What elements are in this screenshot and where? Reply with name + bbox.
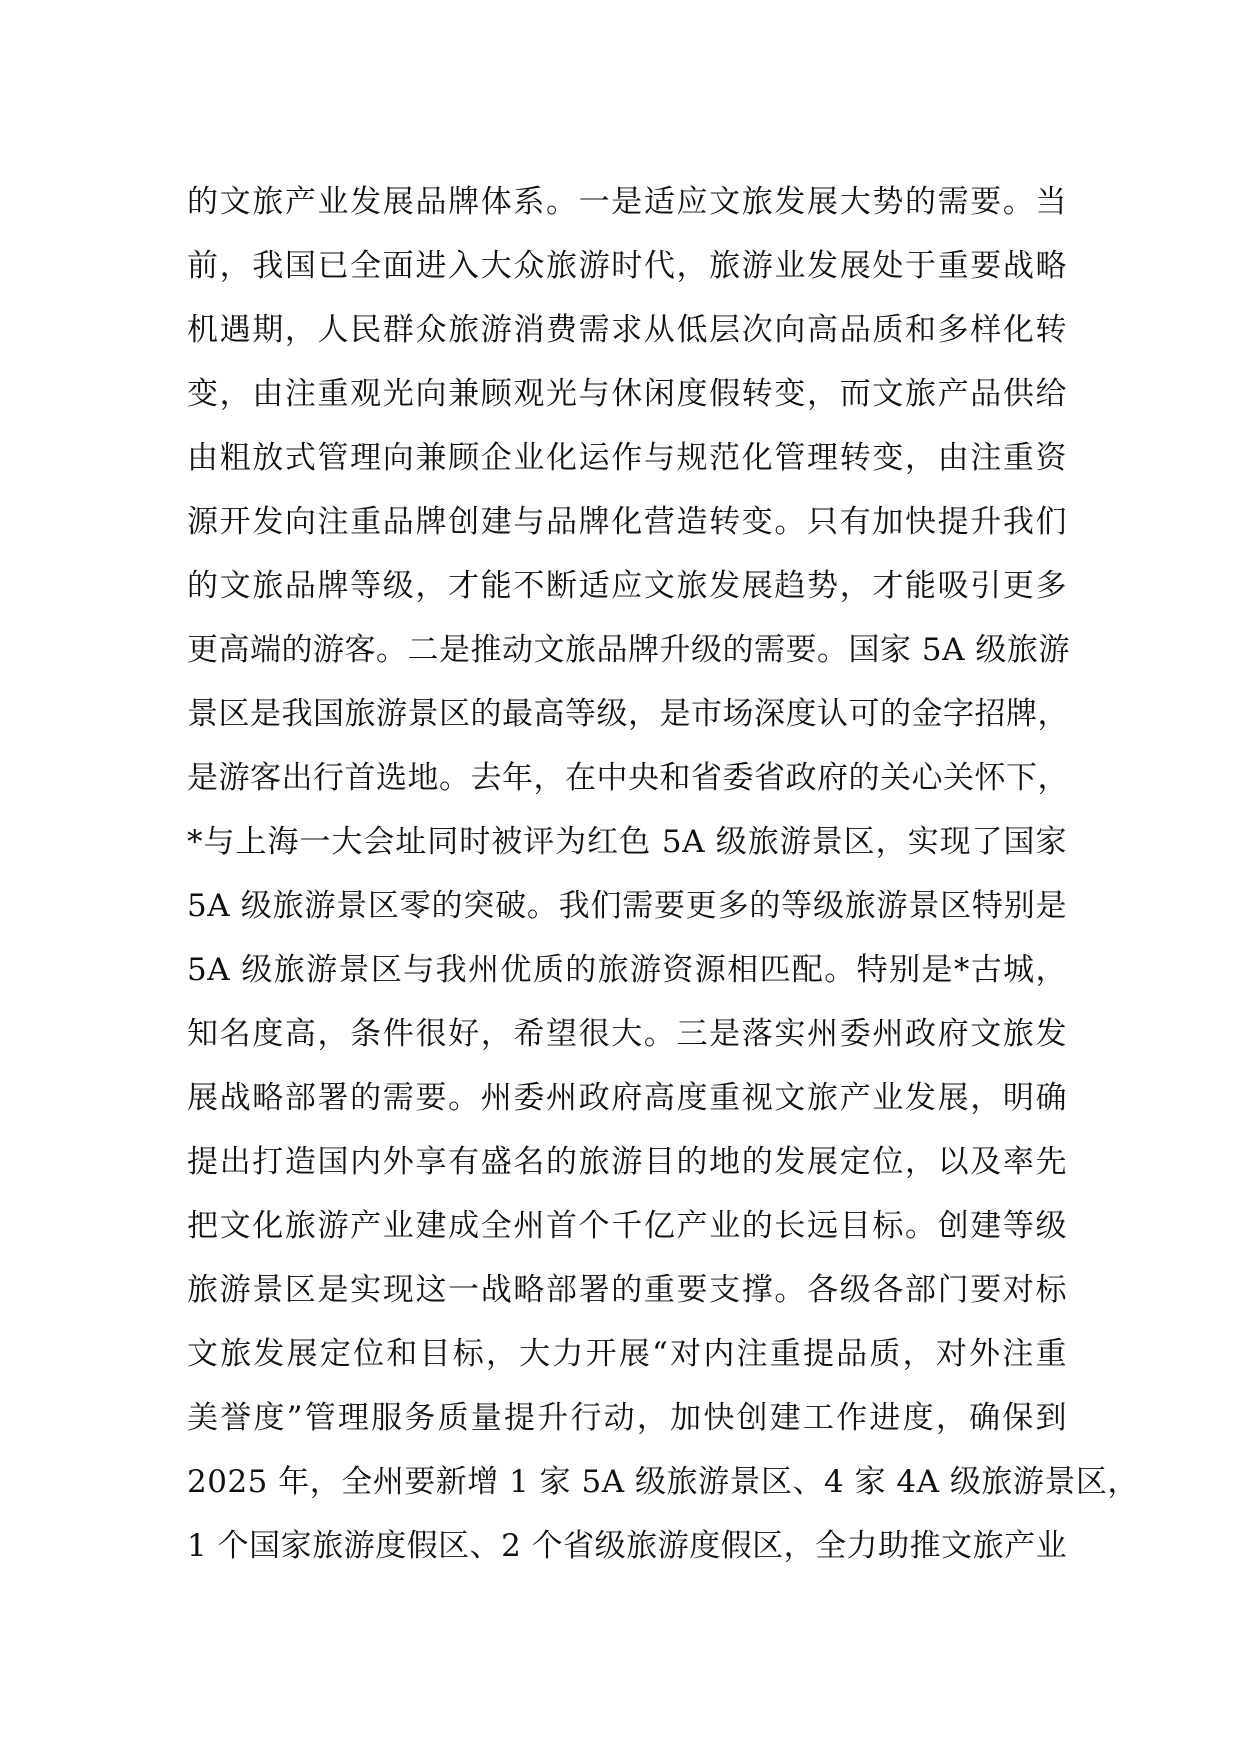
text-line: 由粗放式管理向兼顾企业化运作与规范化管理转变，由注重资 — [187, 440, 1067, 476]
text-line: 把文化旅游产业建成全州首个千亿产业的长远目标。创建等级 — [187, 1208, 1067, 1244]
body-text — [187, 170, 1139, 1578]
text-line: 前，我国已全面进入大众旅游时代，旅游业发展处于重要战略 — [187, 248, 1067, 284]
text-line: 1 个国家旅游度假区、2 个省级旅游度假区，全力助推文旅产业 — [187, 1528, 1068, 1564]
text-line: 更高端的游客。二是推动文旅品牌升级的需要。国家 5A 级旅游 — [187, 632, 1070, 668]
text-line: 变，由注重观光向兼顾观光与休闲度假转变，而文旅产品供给 — [187, 376, 1067, 412]
text-line: 美誉度”管理服务质量提升行动，加快创建工作进度，确保到 — [187, 1400, 1067, 1436]
text-line: 景区是我国旅游景区的最高等级，是市场深度认可的金字招牌， — [187, 696, 1069, 732]
text-line: 5A 级旅游景区与我州优质的旅游资源相匹配。特别是*古城， — [187, 952, 1067, 988]
text-line: *与上海一大会址同时被评为红色 5A 级旅游景区，实现了国家 — [187, 824, 1067, 860]
text-line: 的文旅产业发展品牌体系。一是适应文旅发展大势的需要。当 — [187, 184, 1067, 220]
text-line: 机遇期，人民群众旅游消费需求从低层次向高品质和多样化转 — [187, 312, 1067, 348]
text-line: 的文旅品牌等级，才能不断适应文旅发展趋势，才能吸引更多 — [187, 568, 1067, 604]
text-line: 2025 年，全州要新增 1 家 5A 级旅游景区、4 家 4A 级旅游景区， — [187, 1464, 1139, 1500]
text-line: 源开发向注重品牌创建与品牌化营造转变。只有加快提升我们 — [187, 504, 1067, 540]
text-line: 5A 级旅游景区零的突破。我们需要更多的等级旅游景区特别是 — [187, 888, 1067, 924]
text-line: 知名度高，条件很好，希望很大。三是落实州委州政府文旅发 — [187, 1016, 1067, 1052]
text-line: 文旅发展定位和目标，大力开展“对内注重提品质，对外注重 — [187, 1336, 1067, 1372]
text-line: 旅游景区是实现这一战略部署的重要支撑。各级各部门要对标 — [187, 1272, 1067, 1308]
text-line: 是游客出行首选地。去年，在中央和省委省政府的关心关怀下， — [187, 760, 1069, 796]
text-line: 展战略部署的需要。州委州政府高度重视文旅产业发展，明确 — [187, 1080, 1067, 1116]
text-line: 提出打造国内外享有盛名的旅游目的地的发展定位，以及率先 — [187, 1144, 1067, 1180]
